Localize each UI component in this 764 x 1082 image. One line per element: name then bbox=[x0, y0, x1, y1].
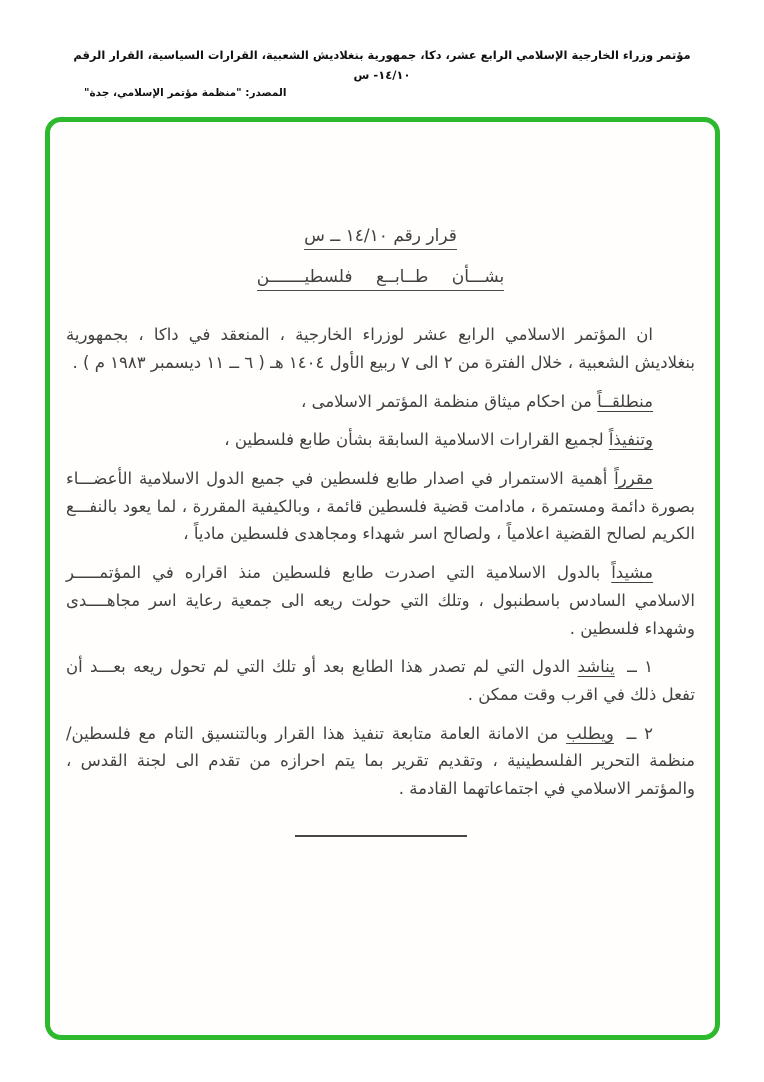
resolution-number-heading bbox=[66, 222, 695, 251]
paragraph-text: من احكام ميثاق منظمة المؤتمر الاسلامى ، bbox=[301, 391, 592, 411]
document-citation: مؤتمر وزراء الخارجية الإسلامي الرابع عشر، دكا، جمهورية بنغلاديش الشعبية، القرارات السياسية، القرار الرقم ١٤/١٠- س bbox=[73, 48, 691, 82]
paragraph-text: أهمية الاستمرار في اصدار طابع فلسطين في جميع الدول الاسلامية الأعضـــاء بصورة دائمة ومستمرة ، مادامت قضية فلسطين قائمة ، وبالكيفية المقررة ، لما يعود بالنفـــع الكريم لصالح القضية اعلامياً ، ولصالح اسر شهداء ومجاهدى فلسطين مادياً ، bbox=[66, 468, 695, 544]
scan-highlight-frame bbox=[45, 117, 720, 1040]
page-header bbox=[0, 0, 764, 99]
paragraph-text: ان المؤتمر الاسلامي الرابع عشر لوزراء الخارجية ، المنعقد في داكا ، بجمهورية بنغلاديش الشعبية ، خلال الفترة من ٢ الى ٧ ربيع الأول ١٤٠٤ هـ ( ٦ ــ ١١ ديسمبر ١٩٨٣ م ) . bbox=[66, 325, 695, 372]
paragraph-text: لجميع القرارات الاسلامية السابقة بشأن طابع فلسطين ، bbox=[224, 430, 604, 450]
preamble-paragraph bbox=[66, 465, 695, 548]
paragraph-text: بالدول الاسلامية التي اصدرت طابع فلسطين منذ اقراره في المؤتمـــــر الاسلامي السادس باسطنبول ، وتلك التي حولت ريعه الى جمعية رعاية اسر مجاهــــدى وشهداء فلسطين . bbox=[66, 563, 695, 638]
item-lead-word: يناشد bbox=[577, 657, 615, 677]
resolution-subject-heading bbox=[66, 263, 695, 292]
preamble-paragraph bbox=[66, 426, 695, 454]
paragraph-lead-word: وتنفيذاً bbox=[608, 430, 653, 450]
preamble-paragraph bbox=[66, 388, 695, 416]
item-text: الدول التي لم تصدر هذا الطابع بعد أو تلك التي لم تحول ريعه بعـــد أن تفعل ذلك في اقرب وقت ممكن . bbox=[66, 657, 695, 704]
end-divider-rule bbox=[295, 835, 467, 837]
paragraph-lead-word: مشيداً bbox=[611, 563, 654, 583]
preamble-paragraph bbox=[66, 321, 695, 376]
item-number: ١ ــ bbox=[627, 657, 654, 677]
document-source: المصدر: "منظمة مؤتمر الإسلامي، جدة" bbox=[84, 87, 287, 100]
paragraph-lead-word: منطلقــاً bbox=[597, 391, 653, 411]
preamble-paragraph bbox=[66, 559, 695, 642]
item-number: ٢ ــ bbox=[626, 723, 653, 743]
item-text: من الامانة العامة متابعة تنفيذ هذا القرار وبالتنسيق التام مع فلسطين/ منظمة التحرير الفلسطينية ، وتقديم تقرير بما يتم احرازه من تقدم الى لجنة القدس ، والمؤتمر الاسلامي في اجتماعاتهما القادمة . bbox=[66, 723, 695, 799]
resolution-subject-text: بشـــأن طــابــع فلسطيـــــــن bbox=[257, 267, 505, 291]
operative-item bbox=[66, 653, 695, 708]
item-lead-word: ويطلب bbox=[566, 723, 614, 743]
scanned-document-page bbox=[50, 122, 715, 1035]
resolution-number-text: قرار رقم ١٤/١٠ ــ س bbox=[304, 226, 457, 250]
operative-item bbox=[66, 720, 695, 803]
paragraph-lead-word: مقرراً bbox=[614, 468, 653, 488]
